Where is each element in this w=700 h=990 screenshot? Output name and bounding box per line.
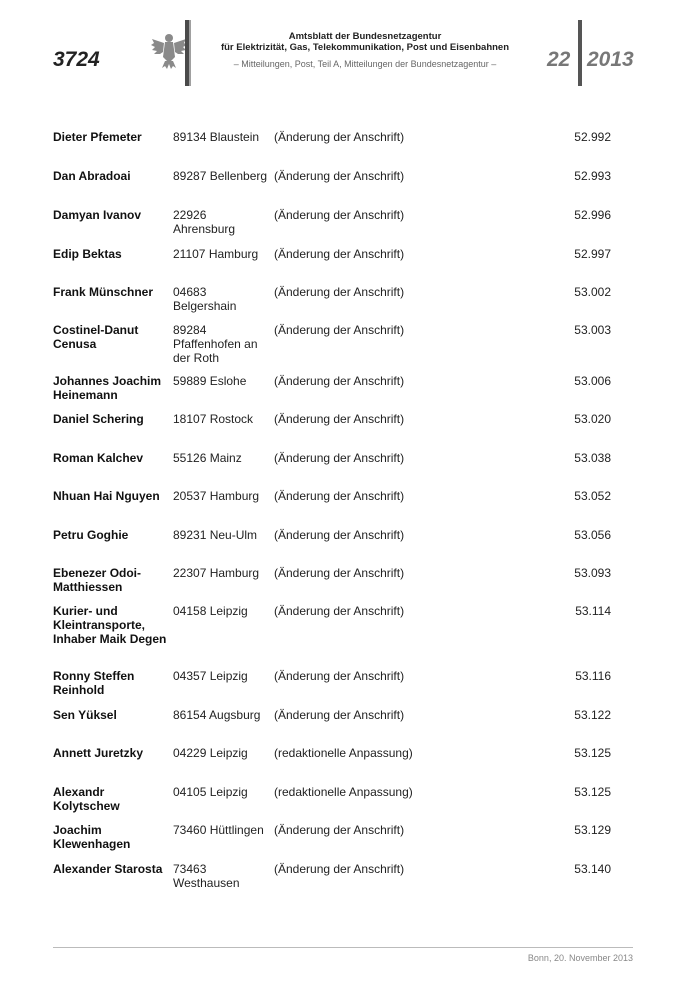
entry-name: Petru Goghie xyxy=(53,528,129,542)
entry-note: (Änderung der Anschrift) xyxy=(274,374,405,388)
entry-name: Edip Bektas xyxy=(53,247,122,261)
entry-number: 53.038 xyxy=(574,451,611,465)
entry-address: 89134 Blaustein xyxy=(173,130,260,144)
entry-note: (redaktionelle Anpassung) xyxy=(274,785,413,799)
entry-address: 86154 Augsburg xyxy=(173,708,261,722)
entry-address: 04683 Belgershain xyxy=(173,285,237,313)
entry-name: Joachim Klewenhagen xyxy=(53,823,131,851)
journal-subtitle: für Elektrizität, Gas, Telekommunikation, Post und Eisenbahnen xyxy=(220,42,510,53)
entry-number: 53.129 xyxy=(574,823,611,837)
entry-note: (Änderung der Anschrift) xyxy=(274,208,405,222)
entry-address: 20537 Hamburg xyxy=(173,489,260,503)
entry-note: (Änderung der Anschrift) xyxy=(274,489,405,503)
entry-name: Dieter Pfemeter xyxy=(53,130,142,144)
entry-name: Roman Kalchev xyxy=(53,451,144,465)
entry-note: (Änderung der Anschrift) xyxy=(274,247,405,261)
entry-name: Alexander Starosta xyxy=(53,862,163,876)
entry-note: (redaktionelle Anpassung) xyxy=(274,746,413,760)
entry-number: 52.992 xyxy=(574,130,611,144)
entry-address: 73460 Hüttlingen xyxy=(173,823,264,837)
entry-number: 53.056 xyxy=(574,528,611,542)
entry-number: 53.116 xyxy=(575,669,611,683)
entry-note: (Änderung der Anschrift) xyxy=(274,130,405,144)
journal-title: Amtsblatt der Bundesnetzagentur xyxy=(288,31,442,42)
entry-note: (Änderung der Anschrift) xyxy=(274,566,405,580)
entry-name: Johannes Joachim Heinemann xyxy=(53,374,162,402)
entry-address: 04357 Leipzig xyxy=(173,669,248,683)
entry-number: 52.997 xyxy=(574,247,611,261)
entry-number: 52.996 xyxy=(574,208,611,222)
entry-number: 53.020 xyxy=(574,412,611,426)
entry-address: 59889 Eslohe xyxy=(173,374,247,388)
entry-note: (Änderung der Anschrift) xyxy=(274,823,405,837)
entry-address: 18107 Rostock xyxy=(173,412,254,426)
section-title: – Mitteilungen, Post, Teil A, Mitteilungen der Bundesnetzagentur – xyxy=(233,59,497,69)
entry-address: 73463 Westhausen xyxy=(173,862,240,890)
entry-name: Frank Münschner xyxy=(53,285,154,299)
entry-note: (Änderung der Anschrift) xyxy=(274,285,405,299)
entry-number: 53.125 xyxy=(574,785,611,799)
entry-note: (Änderung der Anschrift) xyxy=(274,669,405,683)
entry-note: (Änderung der Anschrift) xyxy=(274,323,405,337)
entry-address: 04158 Leipzig xyxy=(173,604,248,618)
issue-number: 22 xyxy=(547,48,571,71)
entry-number: 53.006 xyxy=(574,374,611,388)
entry-number: 53.122 xyxy=(574,708,611,722)
entry-name: Damyan Ivanov xyxy=(53,208,142,222)
entry-number: 53.125 xyxy=(574,746,611,760)
entry-note: (Änderung der Anschrift) xyxy=(274,604,405,618)
entry-name: Kurier- und Kleintransporte, Inhaber Maik Degen xyxy=(53,604,167,646)
entry-address: 89284 Pfaffenhofen an der Roth xyxy=(173,323,258,365)
entry-address: 04229 Leipzig xyxy=(173,746,248,760)
entry-number: 53.093 xyxy=(574,566,611,580)
entry-number: 53.002 xyxy=(574,285,611,299)
entry-address: 22307 Hamburg xyxy=(173,566,260,580)
entry-name: Ebenezer Odoi-Matthiessen xyxy=(53,566,142,594)
entry-number: 53.003 xyxy=(574,323,611,337)
entry-name: Costinel-Danut Cenusa xyxy=(53,323,139,351)
entry-note: (Änderung der Anschrift) xyxy=(274,862,405,876)
entry-name: Daniel Schering xyxy=(53,412,144,426)
page-number: 3724 xyxy=(53,48,100,71)
entry-address: 89231 Neu-Ulm xyxy=(173,528,258,542)
entry-address: 21107 Hamburg xyxy=(173,247,259,261)
entry-note: (Änderung der Anschrift) xyxy=(274,169,405,183)
entry-name: Ronny Steffen Reinhold xyxy=(53,669,135,697)
footer-date: Bonn, 20. November 2013 xyxy=(527,953,633,963)
entry-address: 55126 Mainz xyxy=(173,451,242,465)
entry-note: (Änderung der Anschrift) xyxy=(274,708,405,722)
entry-number: 53.052 xyxy=(574,489,611,503)
entry-name: Annett Juretzky xyxy=(53,746,144,760)
footer-divider xyxy=(53,947,633,948)
entry-note: (Änderung der Anschrift) xyxy=(274,412,405,426)
entry-number: 52.993 xyxy=(574,169,611,183)
entry-name: Nhuan Hai Nguyen xyxy=(53,489,160,503)
entry-name: Sen Yüksel xyxy=(53,708,117,722)
entry-name: Alexandr Kolytschew xyxy=(53,785,120,813)
entry-number: 53.114 xyxy=(575,604,611,618)
entry-note: (Änderung der Anschrift) xyxy=(274,451,405,465)
entry-name: Dan Abradoai xyxy=(53,169,131,183)
entry-number: 53.140 xyxy=(574,862,611,876)
entry-address: 04105 Leipzig xyxy=(173,785,248,799)
entry-address: 22926 Ahrensburg xyxy=(173,208,236,236)
issue-year: 2013 xyxy=(587,48,634,71)
entry-note: (Änderung der Anschrift) xyxy=(274,528,405,542)
entry-address: 89287 Bellenberg xyxy=(173,169,268,183)
